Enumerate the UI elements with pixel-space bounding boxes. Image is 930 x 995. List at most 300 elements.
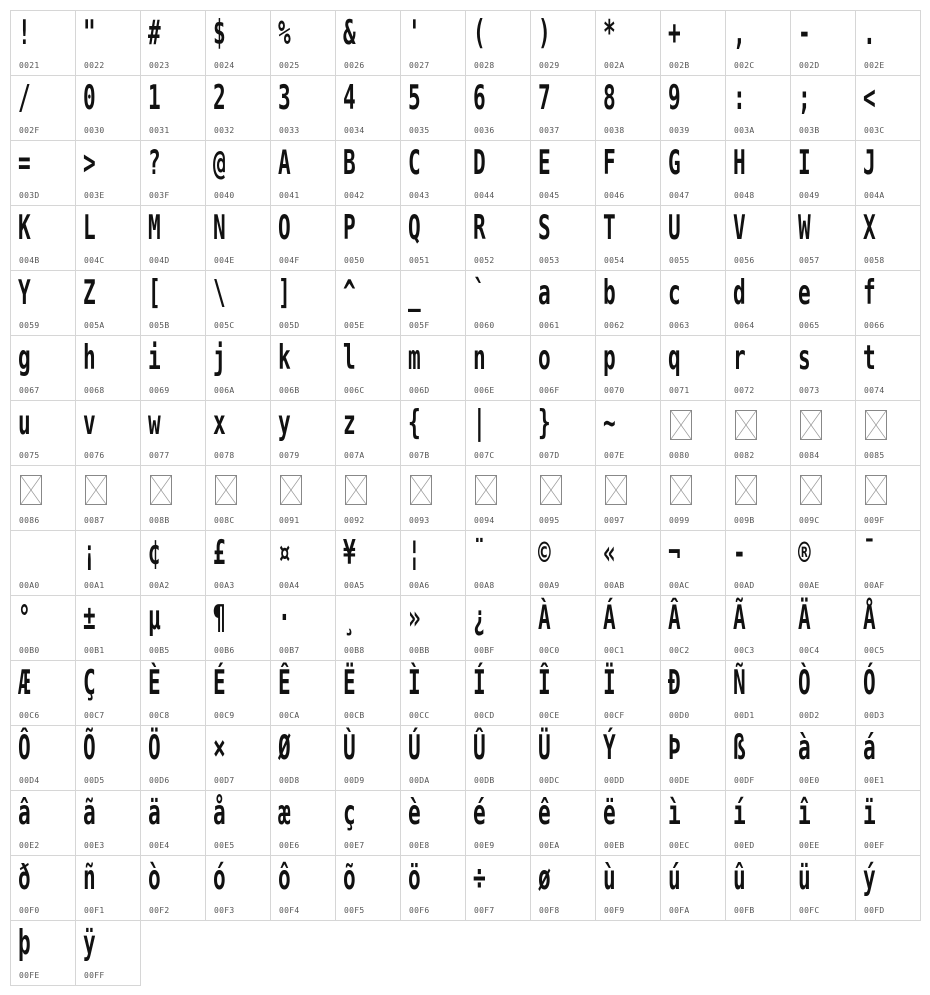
glyph-cell (531, 336, 596, 401)
glyph-codepoint: 0084 (799, 451, 820, 460)
glyph-codepoint: 00BB (409, 646, 430, 655)
glyph-sample: j (213, 338, 226, 378)
glyph-codepoint: 00FD (864, 906, 885, 915)
glyph-cell (76, 466, 141, 531)
glyph-codepoint: 005A (84, 321, 105, 330)
glyph-cell (726, 336, 791, 401)
glyph-sample: \ (213, 273, 226, 313)
glyph-cell (661, 726, 726, 791)
glyph-sample: A (278, 143, 291, 183)
glyph-codepoint: 00A4 (279, 581, 300, 590)
glyph-sample: ¤ (278, 533, 291, 573)
glyph-sample: D (473, 143, 486, 183)
glyph-cell (856, 76, 921, 141)
glyph-codepoint: 0061 (539, 321, 560, 330)
glyph-cell (856, 596, 921, 661)
glyph-cell (76, 271, 141, 336)
glyph-codepoint: 00F2 (149, 906, 170, 915)
glyph-codepoint: 0036 (474, 126, 495, 135)
glyph-cell (401, 336, 466, 401)
glyph-codepoint: 0080 (669, 451, 690, 460)
glyph-sample: - (733, 533, 746, 573)
glyph-cell (596, 206, 661, 271)
glyph-cell (141, 11, 206, 76)
glyph-sample: ñ (83, 858, 96, 898)
glyph-cell (856, 271, 921, 336)
glyph-codepoint: 00F4 (279, 906, 300, 915)
glyph-cell (466, 466, 531, 531)
glyph-cell (11, 141, 76, 206)
glyph-cell (596, 856, 661, 921)
glyph-codepoint: 00BF (474, 646, 495, 655)
glyph-cell (531, 856, 596, 921)
glyph-sample: . (863, 13, 876, 53)
glyph-sample: ú (668, 858, 681, 898)
glyph-cell (856, 336, 921, 401)
glyph-codepoint: 0072 (734, 386, 755, 395)
glyph-codepoint: 003C (864, 126, 885, 135)
glyph-codepoint: 00F9 (604, 906, 625, 915)
glyph-sample: · (278, 598, 291, 638)
missing-glyph-icon (20, 475, 42, 505)
glyph-codepoint: 007A (344, 451, 365, 460)
glyph-codepoint: 003D (19, 191, 40, 200)
glyph-codepoint: 008C (214, 516, 235, 525)
glyph-cell (141, 856, 206, 921)
glyph-codepoint: 00F1 (84, 906, 105, 915)
glyph-codepoint: 004F (279, 256, 300, 265)
glyph-sample: K (18, 208, 31, 248)
glyph-codepoint: 00D2 (799, 711, 820, 720)
glyph-codepoint: 004E (214, 256, 235, 265)
glyph-codepoint: 0032 (214, 126, 235, 135)
glyph-cell (596, 271, 661, 336)
glyph-codepoint: 00A9 (539, 581, 560, 590)
glyph-cell (791, 596, 856, 661)
glyph-cell (531, 726, 596, 791)
glyph-cell (271, 726, 336, 791)
glyph-cell (661, 141, 726, 206)
glyph-codepoint: 0075 (19, 451, 40, 460)
glyph-sample: ö (408, 858, 421, 898)
glyph-sample: | (473, 403, 486, 443)
glyph-cell (11, 271, 76, 336)
glyph-cell (271, 531, 336, 596)
glyph-codepoint: 00FC (799, 906, 820, 915)
glyph-cell (531, 271, 596, 336)
glyph-cell (791, 206, 856, 271)
glyph-sample: ¶ (213, 598, 226, 638)
glyph-cell (76, 11, 141, 76)
glyph-codepoint: 00D8 (279, 776, 300, 785)
glyph-codepoint: 00D4 (19, 776, 40, 785)
glyph-cell (661, 661, 726, 726)
glyph-cell (271, 401, 336, 466)
glyph-codepoint: 00D1 (734, 711, 755, 720)
glyph-sample: / (18, 78, 31, 118)
glyph-codepoint: 00E0 (799, 776, 820, 785)
glyph-sample: í (733, 793, 746, 833)
glyph-codepoint: 0069 (149, 386, 170, 395)
glyph-sample: c (668, 273, 681, 313)
glyph-cell (206, 206, 271, 271)
glyph-cell (76, 141, 141, 206)
glyph-cell (726, 76, 791, 141)
glyph-codepoint: 0029 (539, 61, 560, 70)
glyph-codepoint: 0094 (474, 516, 495, 525)
glyph-codepoint: 0040 (214, 191, 235, 200)
glyph-sample: x (213, 403, 226, 443)
glyph-cell (336, 596, 401, 661)
glyph-sample: V (733, 208, 746, 248)
glyph-cell (466, 401, 531, 466)
glyph-codepoint: 002E (864, 61, 885, 70)
glyph-sample: : (733, 78, 746, 118)
glyph-codepoint: 0085 (864, 451, 885, 460)
glyph-codepoint: 00CB (344, 711, 365, 720)
glyph-codepoint: 00FA (669, 906, 690, 915)
glyph-cell (726, 206, 791, 271)
glyph-codepoint: 009F (864, 516, 885, 525)
glyph-sample: ¥ (343, 533, 356, 573)
glyph-cell (466, 596, 531, 661)
glyph-codepoint: 0086 (19, 516, 40, 525)
glyph-codepoint: 009C (799, 516, 820, 525)
glyph-codepoint: 0067 (19, 386, 40, 395)
glyph-codepoint: 00B6 (214, 646, 235, 655)
glyph-sample: # (148, 13, 161, 53)
glyph-cell (271, 141, 336, 206)
glyph-codepoint: 0087 (84, 516, 105, 525)
glyph-cell (791, 791, 856, 856)
glyph-sample: + (668, 13, 681, 53)
glyph-codepoint: 0027 (409, 61, 430, 70)
glyph-codepoint: 00A5 (344, 581, 365, 590)
glyph-cell (206, 466, 271, 531)
glyph-cell (76, 661, 141, 726)
missing-glyph-icon (410, 475, 432, 505)
glyph-codepoint: 008B (149, 516, 170, 525)
glyph-cell (466, 11, 531, 76)
glyph-cell (206, 401, 271, 466)
missing-glyph-icon (670, 410, 692, 440)
glyph-cell (336, 661, 401, 726)
glyph-codepoint: 0068 (84, 386, 105, 395)
glyph-sample: ü (798, 858, 811, 898)
glyph-codepoint: 0045 (539, 191, 560, 200)
glyph-sample: z (343, 403, 356, 443)
glyph-sample: ë (603, 793, 616, 833)
glyph-codepoint: 0099 (669, 516, 690, 525)
glyph-cell (76, 596, 141, 661)
glyph-cell (466, 271, 531, 336)
glyph-sample: ÷ (473, 858, 486, 898)
glyph-cell (11, 76, 76, 141)
glyph-sample: â (18, 793, 31, 833)
glyph-sample: Â (668, 598, 681, 638)
glyph-cell (401, 726, 466, 791)
glyph-codepoint: 0026 (344, 61, 365, 70)
glyph-sample: % (278, 13, 291, 53)
glyph-codepoint: 00A2 (149, 581, 170, 590)
glyph-codepoint: 00B7 (279, 646, 300, 655)
glyph-cell (401, 76, 466, 141)
glyph-cell (141, 726, 206, 791)
glyph-cell (726, 661, 791, 726)
glyph-sample: È (148, 663, 161, 703)
glyph-cell (206, 856, 271, 921)
glyph-codepoint: 0024 (214, 61, 235, 70)
glyph-codepoint: 0052 (474, 256, 495, 265)
glyph-cell (596, 661, 661, 726)
glyph-sample: m (408, 338, 421, 378)
glyph-sample: ý (863, 858, 876, 898)
glyph-cell (141, 141, 206, 206)
glyph-cell (141, 531, 206, 596)
glyph-cell (661, 206, 726, 271)
glyph-sample: L (83, 208, 96, 248)
glyph-cell (11, 791, 76, 856)
glyph-cell (336, 466, 401, 531)
glyph-cell (206, 791, 271, 856)
glyph-sample: ! (18, 13, 31, 53)
glyph-sample: ~ (603, 403, 616, 443)
glyph-sample: b (603, 273, 616, 313)
glyph-codepoint: 00E6 (279, 841, 300, 850)
glyph-sample: U (668, 208, 681, 248)
glyph-codepoint: 0065 (799, 321, 820, 330)
glyph-sample: à (798, 728, 811, 768)
glyph-sample: F (603, 143, 616, 183)
glyph-codepoint: 00A8 (474, 581, 495, 590)
glyph-codepoint: 00C2 (669, 646, 690, 655)
glyph-sample: ù (603, 858, 616, 898)
missing-glyph-icon (670, 475, 692, 505)
glyph-sample: ¦ (408, 533, 421, 573)
glyph-codepoint: 0058 (864, 256, 885, 265)
glyph-sample: £ (213, 533, 226, 573)
glyph-cell (271, 661, 336, 726)
glyph-codepoint: 002F (19, 126, 40, 135)
glyph-codepoint: 006B (279, 386, 300, 395)
glyph-sample: Z (83, 273, 96, 313)
missing-glyph-icon (735, 475, 757, 505)
glyph-cell (791, 661, 856, 726)
glyph-sample: á (863, 728, 876, 768)
glyph-sample: Y (18, 273, 31, 313)
glyph-sample: ] (278, 273, 291, 313)
glyph-cell (141, 401, 206, 466)
glyph-cell (466, 726, 531, 791)
glyph-codepoint: 00EE (799, 841, 820, 850)
glyph-cell (596, 791, 661, 856)
glyph-cell (401, 791, 466, 856)
glyph-cell (661, 791, 726, 856)
glyph-codepoint: 0076 (84, 451, 105, 460)
glyph-sample: N (213, 208, 226, 248)
glyph-codepoint: 0082 (734, 451, 755, 460)
glyph-codepoint: 0077 (149, 451, 170, 460)
glyph-cell (141, 206, 206, 271)
glyph-codepoint: 00F6 (409, 906, 430, 915)
glyph-cell (791, 401, 856, 466)
glyph-sample: ; (798, 78, 811, 118)
missing-glyph-icon (85, 475, 107, 505)
glyph-codepoint: 0059 (19, 321, 40, 330)
glyph-cell (661, 336, 726, 401)
glyph-codepoint: 0021 (19, 61, 40, 70)
glyph-sample: [ (148, 273, 161, 313)
glyph-cell (661, 271, 726, 336)
glyph-sample: - (798, 13, 811, 53)
glyph-sample: 8 (603, 78, 616, 118)
glyph-sample: Õ (83, 728, 96, 768)
glyph-sample: þ (18, 923, 31, 963)
glyph-sample: C (408, 143, 421, 183)
glyph-cell (401, 271, 466, 336)
glyph-codepoint: 006D (409, 386, 430, 395)
glyph-codepoint: 00C3 (734, 646, 755, 655)
glyph-codepoint: 0044 (474, 191, 495, 200)
glyph-sample: 1 (148, 78, 161, 118)
glyph-codepoint: 00E8 (409, 841, 430, 850)
glyph-cell (726, 271, 791, 336)
glyph-cell (466, 531, 531, 596)
glyph-cell (76, 206, 141, 271)
glyph-sample: 3 (278, 78, 291, 118)
glyph-codepoint: 00DA (409, 776, 430, 785)
glyph-sample: i (148, 338, 161, 378)
glyph-cell (11, 336, 76, 401)
glyph-sample: ^ (343, 273, 356, 313)
glyph-codepoint: 0047 (669, 191, 690, 200)
glyph-sample: Æ (18, 663, 31, 703)
glyph-cell (791, 856, 856, 921)
glyph-cell (856, 661, 921, 726)
missing-glyph-icon (735, 410, 757, 440)
glyph-sample: Ñ (733, 663, 746, 703)
glyph-cell (531, 596, 596, 661)
glyph-cell (791, 466, 856, 531)
glyph-cell (11, 921, 76, 986)
glyph-cell (726, 596, 791, 661)
missing-glyph-icon (605, 475, 627, 505)
glyph-sample: ÿ (83, 923, 96, 963)
glyph-sample: } (538, 403, 551, 443)
missing-glyph-icon (475, 475, 497, 505)
glyph-codepoint: 00CE (539, 711, 560, 720)
glyph-cell (726, 726, 791, 791)
glyph-codepoint: 00C7 (84, 711, 105, 720)
glyph-codepoint: 00E4 (149, 841, 170, 850)
glyph-sample: Á (603, 598, 616, 638)
glyph-cell (271, 336, 336, 401)
glyph-sample: è (408, 793, 421, 833)
glyph-cell (661, 531, 726, 596)
glyph-cell (856, 11, 921, 76)
glyph-codepoint: 00C1 (604, 646, 625, 655)
glyph-codepoint: 00E2 (19, 841, 40, 850)
glyph-cell (856, 726, 921, 791)
glyph-cell (206, 531, 271, 596)
glyph-codepoint: 0071 (669, 386, 690, 395)
glyph-codepoint: 005D (279, 321, 300, 330)
glyph-sample: g (18, 338, 31, 378)
glyph-codepoint: 003B (799, 126, 820, 135)
glyph-codepoint: 00C0 (539, 646, 560, 655)
missing-glyph-icon (865, 410, 887, 440)
glyph-cell (141, 336, 206, 401)
glyph-cell (856, 401, 921, 466)
glyph-sample: e (798, 273, 811, 313)
glyph-cell (531, 531, 596, 596)
glyph-codepoint: 00C6 (19, 711, 40, 720)
glyph-sample: { (408, 403, 421, 443)
glyph-cell (726, 531, 791, 596)
glyph-cell (141, 466, 206, 531)
glyph-sample: × (213, 728, 226, 768)
glyph-cell (466, 76, 531, 141)
glyph-codepoint: 00D3 (864, 711, 885, 720)
missing-glyph-icon (865, 475, 887, 505)
glyph-codepoint: 0030 (84, 126, 105, 135)
glyph-codepoint: 00AE (799, 581, 820, 590)
glyph-codepoint: 0053 (539, 256, 560, 265)
glyph-codepoint: 0025 (279, 61, 300, 70)
glyph-cell (271, 791, 336, 856)
glyph-sample: & (343, 13, 356, 53)
glyph-sample: Ø (278, 728, 291, 768)
glyph-cell (336, 791, 401, 856)
glyph-codepoint: 00C4 (799, 646, 820, 655)
glyph-codepoint: 007B (409, 451, 430, 460)
glyph-codepoint: 0093 (409, 516, 430, 525)
missing-glyph-icon (800, 410, 822, 440)
glyph-codepoint: 00DC (539, 776, 560, 785)
glyph-codepoint: 005E (344, 321, 365, 330)
glyph-cell (76, 856, 141, 921)
glyph-codepoint: 00E3 (84, 841, 105, 850)
glyph-cell (401, 206, 466, 271)
glyph-codepoint: 00CA (279, 711, 300, 720)
glyph-codepoint: 009B (734, 516, 755, 525)
glyph-codepoint: 00DE (669, 776, 690, 785)
glyph-cell (206, 11, 271, 76)
glyph-cell (271, 466, 336, 531)
glyph-sample: , (733, 13, 746, 53)
glyph-codepoint: 0046 (604, 191, 625, 200)
glyph-sample: Ê (278, 663, 291, 703)
glyph-sample: ¸ (343, 598, 356, 638)
glyph-codepoint: 00ED (734, 841, 755, 850)
glyph-sample: 0 (83, 78, 96, 118)
glyph-codepoint: 00FE (19, 971, 40, 980)
glyph-sample: " (83, 13, 96, 53)
glyph-sample: ì (668, 793, 681, 833)
glyph-cell (76, 76, 141, 141)
glyph-cell (466, 141, 531, 206)
glyph-cell (791, 76, 856, 141)
glyph-sample: R (473, 208, 486, 248)
glyph-cell (531, 791, 596, 856)
glyph-sample: v (83, 403, 96, 443)
glyph-codepoint: 00EC (669, 841, 690, 850)
glyph-cell (726, 466, 791, 531)
glyph-sample: d (733, 273, 746, 313)
glyph-sample: ( (473, 13, 486, 53)
glyph-codepoint: 00A1 (84, 581, 105, 590)
glyph-sample: Ý (603, 728, 616, 768)
